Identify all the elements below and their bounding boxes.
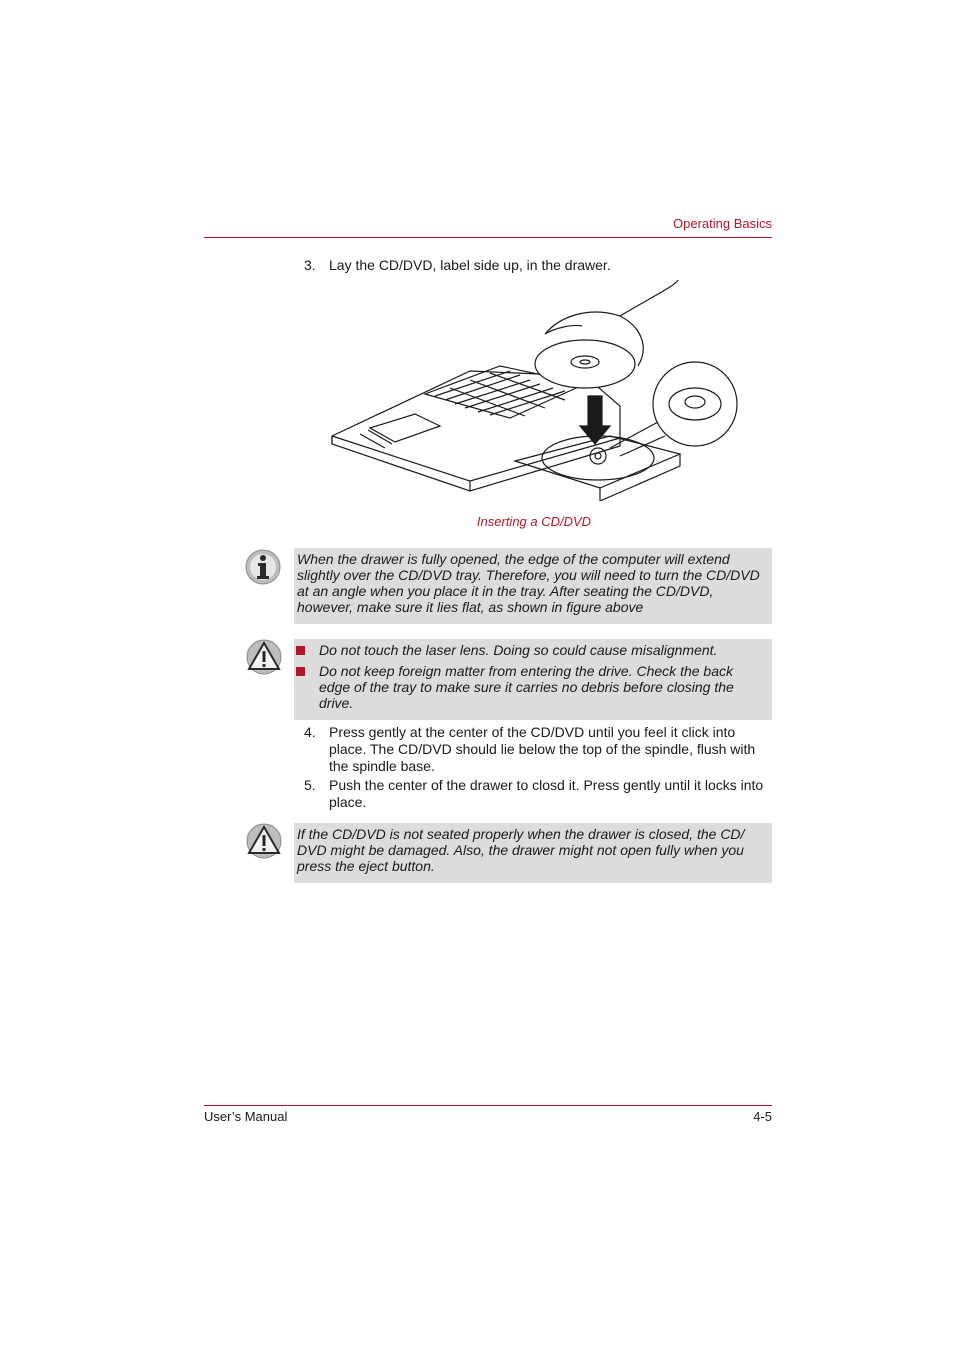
step-line: Press gently at the center of the CD/DVD until you feel it click into: [329, 724, 736, 740]
bullet-item: [294, 642, 772, 660]
bullet-marker: [296, 667, 305, 676]
running-header: Operating Basics: [673, 216, 772, 231]
note-line: press the eject button.: [297, 858, 435, 874]
info-note: [294, 548, 772, 624]
note-line: slightly over the CD/DVD tray. Therefore, you will need to turn the CD/DVD: [297, 567, 760, 583]
step-line: the spindle base.: [329, 758, 435, 774]
step-line: place. The CD/DVD should lie below the top of the spindle, flush with: [329, 741, 756, 757]
step-line: place.: [329, 794, 367, 810]
info-icon: [245, 549, 281, 585]
header-rule: [204, 237, 772, 238]
note-line: If the CD/DVD is not seated properly when the drawer is closed, the CD/: [297, 826, 745, 842]
step-5: [304, 777, 774, 812]
footer-page-number: 4-5: [753, 1109, 772, 1124]
bullet-line: edge of the tray to make sure it carries no debris before closing the: [319, 679, 734, 695]
cd-insertion-illustration: [320, 276, 750, 501]
step-number: 4.: [304, 724, 316, 740]
note-line: at an angle when you place it in the tray. After seating the CD/DVD,: [297, 583, 714, 599]
caution-note-1: [294, 639, 772, 720]
step-number: 3.: [304, 257, 316, 273]
caution-note-2: [294, 823, 772, 883]
note-line: When the drawer is fully opened, the edge of the computer will extend: [297, 551, 730, 567]
footer-manual-title: User’s Manual: [204, 1109, 288, 1124]
bullet-line: Do not keep foreign matter from entering the drive. Check the back: [319, 663, 733, 679]
step-3: [304, 257, 774, 275]
note-line: DVD might be damaged. Also, the drawer might not open fully when you: [297, 842, 744, 858]
note-line: however, make sure it lies flat, as shown in figure above: [297, 599, 644, 615]
bullet-line: drive.: [319, 695, 354, 711]
warning-icon: [246, 639, 282, 675]
bullet-line: Do not touch the laser lens. Doing so could cause misalignment.: [319, 642, 718, 658]
bullet-marker: [296, 646, 305, 655]
step-number: 5.: [304, 777, 316, 793]
step-text: Lay the CD/DVD, label side up, in the drawer.: [329, 257, 611, 273]
step-line: Push the center of the drawer to closd it. Press gently until it locks into: [329, 777, 764, 793]
bullet-item: [294, 663, 772, 715]
warning-icon: [246, 823, 282, 859]
step-4: [304, 724, 774, 776]
spindle-callout: [653, 362, 737, 446]
figure-caption: Inserting a CD/DVD: [476, 514, 592, 529]
footer-rule: [204, 1105, 772, 1106]
